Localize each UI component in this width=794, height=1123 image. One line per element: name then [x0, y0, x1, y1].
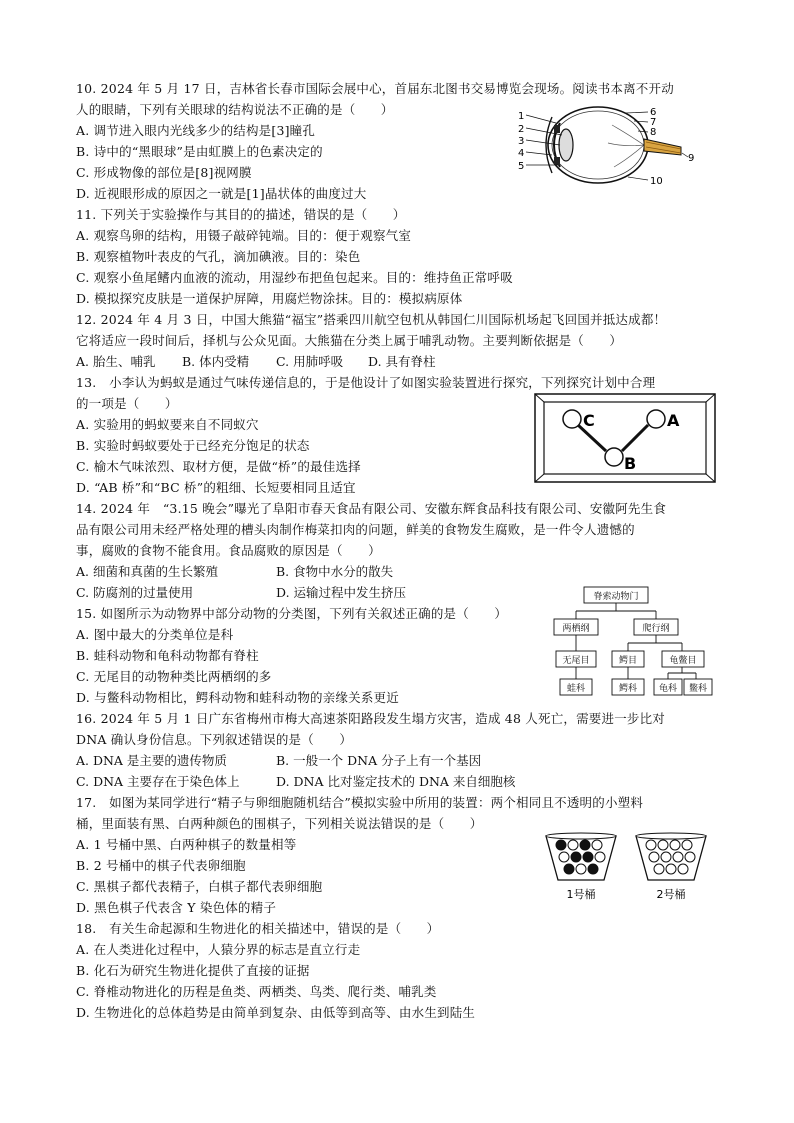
tree-root: 脊索动物门 — [593, 592, 639, 602]
tree-family-ranidae: 蛙科 — [566, 684, 586, 694]
q12-options-row — [76, 353, 436, 370]
eye-label-8: 8 — [650, 127, 657, 138]
q14-options-row1 — [76, 563, 393, 580]
q15-stem: 15. 如图所示为动物界中部分动物的分类图，下列有关叙述正确的是（ ） — [76, 606, 508, 621]
tree-class-amphibia: 两栖纲 — [562, 624, 590, 634]
q13-option-d: D. “AB 桥”和“BC 桥”的粗细、长短要相同且适宜 — [76, 480, 356, 495]
tree-family-turtle: 龟科 — [658, 684, 678, 694]
eye-label-4: 4 — [518, 148, 525, 159]
q13-option-c: C. 榆木气味浓烈、取材方便，是做“桥”的最佳选择 — [76, 459, 361, 474]
eye-label-6: 6 — [650, 107, 657, 118]
q14-option-c: C. 防腐剂的过量使用 — [76, 585, 194, 600]
q16-option-d: D. DNA 比对鉴定技术的 DNA 来自细胞核 — [276, 774, 516, 789]
q15-option-c: C. 无尾目的动物种类比两栖纲的多 — [76, 669, 272, 684]
tree-order-anura: 无尾目 — [562, 656, 590, 666]
tree-family-crocodylidae: 鳄科 — [618, 684, 638, 694]
q13-option-a: A. 实验用的蚂蚁要来自不同蚁穴 — [76, 417, 259, 432]
q18-option-d: D. 生物进化的总体趋势是由简单到复杂、由低等到高等、由水生到陆生 — [76, 1005, 476, 1020]
q14-stem-line2: 品有限公司用未经严格处理的槽头肉制作梅菜扣肉的问题，鲜美的食物发生腐败，是一件令人遗憾的 — [76, 522, 635, 537]
q13-stem-line2: 的一项是（ ） — [76, 396, 178, 411]
q14-options-row2 — [76, 584, 406, 601]
q18-stem: 18. 有关生命起源和生物进化的相关描述中，错误的是（ ） — [76, 921, 440, 936]
q10-option-d: D. 近视眼形成的原因之一就是[1]晶状体的曲度过大 — [76, 186, 367, 201]
q15-option-a: A. 图中最大的分类单位是科 — [76, 627, 234, 642]
q18-option-b: B. 化石为研究生物进化提供了直接的证据 — [76, 963, 310, 978]
q10-option-a: A. 调节进入眼内光线多少的结构是[3]瞳孔 — [76, 123, 316, 138]
ant-label-a: A — [667, 411, 680, 430]
q12-option-c: C. 用肺呼吸 — [276, 354, 344, 369]
q12-option-a: A. 胎生、哺乳 — [76, 354, 156, 369]
eye-label-10: 10 — [650, 176, 663, 187]
q16-stem-line2: DNA 确认身份信息。下列叙述错误的是（ ） — [76, 732, 353, 747]
q10-option-b: B. 诗中的“黑眼球”是由虹膜上的色素决定的 — [76, 144, 323, 159]
q18-option-a: A. 在人类进化过程中，人猿分界的标志是直立行走 — [76, 942, 361, 957]
ant-label-c: C — [583, 411, 595, 430]
q17-option-c: C. 黑棋子都代表精子，白棋子都代表卵细胞 — [76, 879, 323, 894]
q16-options-row2 — [76, 773, 515, 790]
q10-stem-line2: 人的眼睛，下列有关眼球的结构说法不正确的是（ ） — [76, 102, 394, 117]
q16-option-c: C. DNA 主要存在于染色体上 — [76, 774, 240, 789]
ant-label-b: B — [624, 454, 637, 473]
q12-option-b: B. 体内受精 — [182, 354, 250, 369]
q12-stem-line1: 12. 2024 年 4 月 3 日，中国大熊猫“福宝”搭乘四川航空包机从韩国仁川国际机场起飞回国并抵达成都！ — [76, 312, 667, 327]
bucket-2-label: 2号桶 — [656, 888, 686, 901]
tree-class-reptilia: 爬行纲 — [642, 624, 670, 634]
q11-option-b: B. 观察植物叶表皮的气孔，滴加碘液。目的：染色 — [76, 249, 361, 264]
taxonomy-tree-diagram — [548, 585, 716, 697]
q13-stem-line1: 13. 小李认为蚂蚁是通过气味传递信息的，于是他设计了如图实验装置进行探究，下列探究计划中合理 — [76, 375, 656, 390]
bucket-diagram — [542, 832, 710, 902]
q11-option-a: A. 观察鸟卵的结构，用镊子敲碎钝端。目的：便于观察气室 — [76, 228, 412, 243]
q17-option-a: A. 1 号桶中黑、白两种棋子的数量相等 — [76, 837, 297, 852]
q16-option-b: B. 一般一个 DNA 分子上有一个基因 — [276, 753, 482, 768]
q13-option-b: B. 实验时蚂蚁要处于已经充分饱足的状态 — [76, 438, 310, 453]
ant-bridge-diagram — [534, 393, 716, 483]
tree-family-softshell: 鳖科 — [688, 684, 708, 694]
eye-label-5: 5 — [518, 161, 525, 172]
q17-stem-line2: 桶，里面装有黑、白两种颜色的围棋子，下列相关说法错误的是（ ） — [76, 816, 483, 831]
q17-stem-line1: 17. 如图为某同学进行“精子与卵细胞随机结合”模拟实验中所用的装置：两个相同且不透明的小塑料 — [76, 795, 644, 810]
q10-stem-line1: 10. 2024 年 5 月 17 日，吉林省长春市国际会展中心，首届东北图书交易博览会现场。阅读书本离不开动 — [76, 81, 674, 96]
q18-option-c: C. 脊椎动物进化的历程是鱼类、两栖类、鸟类、爬行类、哺乳类 — [76, 984, 437, 999]
q17-option-d: D. 黑色棋子代表含 Y 染色体的精子 — [76, 900, 277, 915]
q17-option-b: B. 2 号桶中的棋子代表卵细胞 — [76, 858, 246, 873]
bucket-1-label: 1号桶 — [566, 888, 596, 901]
q16-options-row1 — [76, 752, 481, 769]
q11-option-c: C. 观察小鱼尾鳍内血液的流动，用湿纱布把鱼包起来。目的：维持鱼正常呼吸 — [76, 270, 513, 285]
q14-stem-line3: 事，腐败的食物不能食用。食品腐败的原因是（ ） — [76, 543, 381, 558]
tree-order-crocodilia: 鳄目 — [618, 656, 638, 666]
q12-option-d: D. 具有脊柱 — [368, 354, 436, 369]
eye-label-1: 1 — [518, 111, 525, 122]
q15-option-d: D. 与鳖科动物相比，鳄科动物和蛙科动物的亲缘关系更近 — [76, 690, 399, 705]
q11-stem: 11. 下列关于实验操作与其目的的描述，错误的是（ ） — [76, 207, 406, 222]
eye-label-3: 3 — [518, 136, 525, 147]
q16-stem-line1: 16. 2024 年 5 月 1 日广东省梅州市梅大高速茶阳路段发生塌方灾害，造成 48 人死亡，需要进一步比对 — [76, 711, 665, 726]
q12-stem-line2: 它将适应一段时间后，择机与公众见面。大熊猫在分类上属于哺乳动物。主要判断依据是（ ） — [76, 333, 623, 348]
eye-label-7: 7 — [650, 117, 657, 128]
q14-option-a: A. 细菌和真菌的生长繁殖 — [76, 564, 218, 579]
eye-label-2: 2 — [518, 124, 525, 135]
q14-stem-line1: 14. 2024 年 “3.15 晚会”曝光了阜阳市春天食品有限公司、安徽东辉食品科技有限公司、安徽阿先生食 — [76, 501, 667, 516]
tree-order-testudines: 龟鳖目 — [669, 656, 697, 666]
q14-option-d: D. 运输过程中发生挤压 — [276, 585, 407, 600]
q14-option-b: B. 食物中水分的散失 — [276, 564, 394, 579]
q16-option-a: A. DNA 是主要的遗传物质 — [76, 753, 227, 768]
q15-option-b: B. 蛙科动物和龟科动物都有脊柱 — [76, 648, 259, 663]
eye-label-9: 9 — [688, 153, 695, 164]
q11-option-d: D. 模拟探究皮肤是一道保护屏障，用腐烂物涂抹。目的：模拟病原体 — [76, 291, 463, 306]
eye-diagram — [516, 103, 696, 189]
q10-option-c: C. 形成物像的部位是[8]视网膜 — [76, 165, 252, 180]
